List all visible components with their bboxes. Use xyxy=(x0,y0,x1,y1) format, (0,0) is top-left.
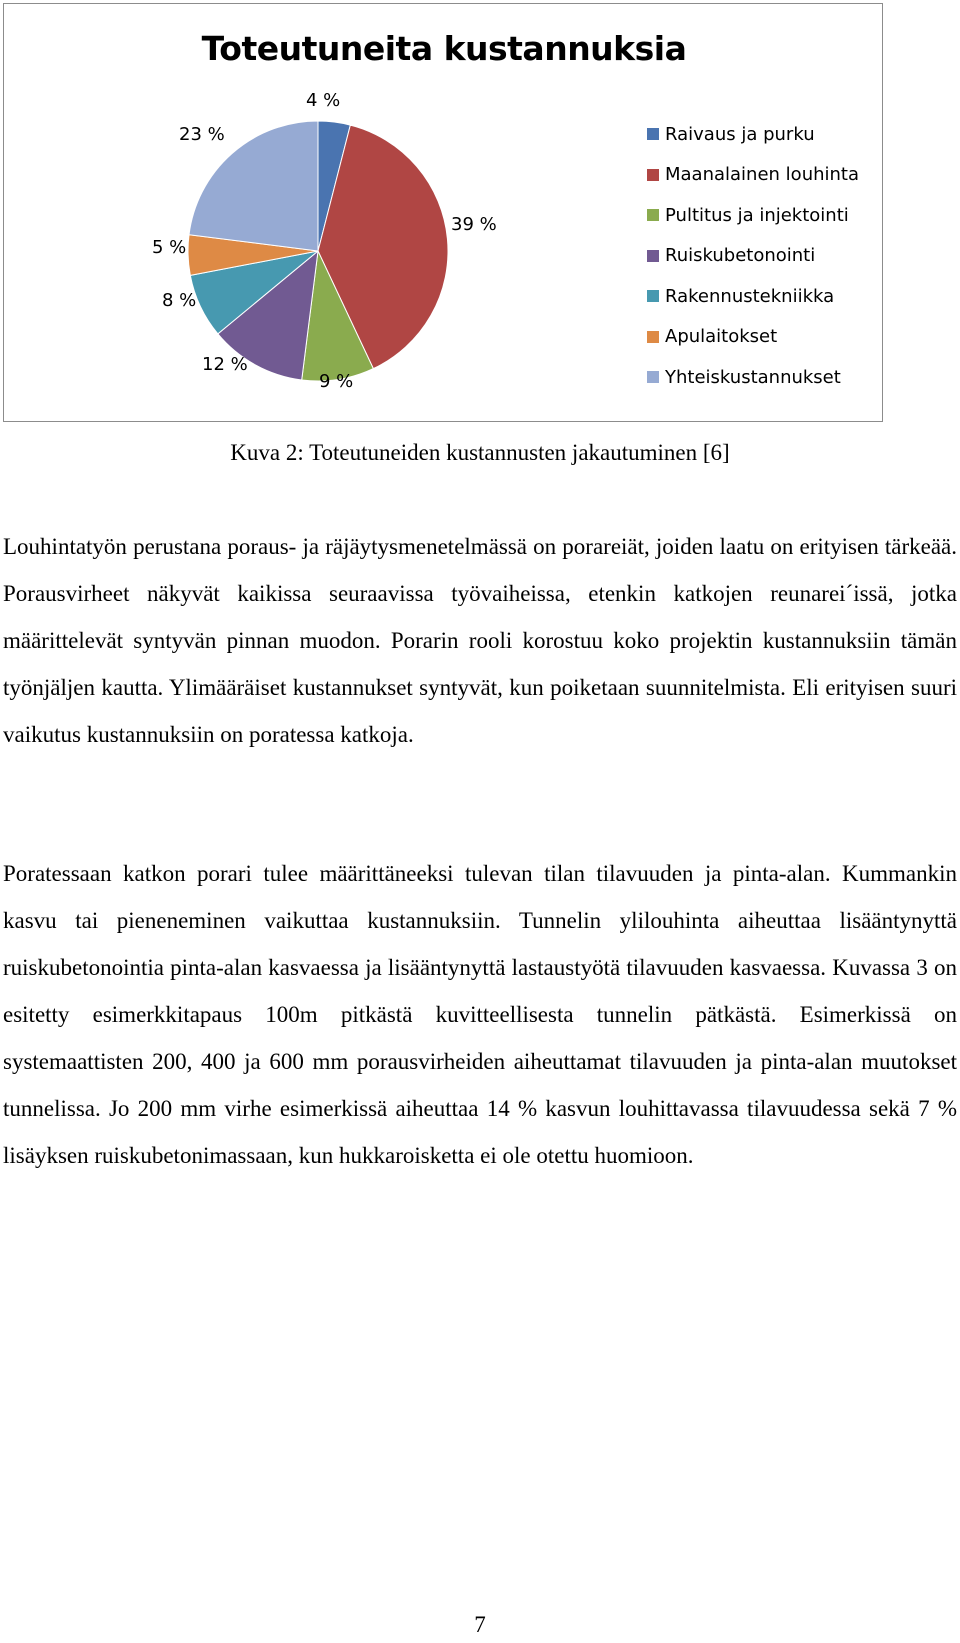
legend-swatch xyxy=(647,169,659,181)
legend-label: Yhteiskustannukset xyxy=(665,366,841,388)
pie-data-label: 8 % xyxy=(162,290,197,311)
legend-item xyxy=(647,114,859,155)
legend-item xyxy=(647,195,859,236)
chart-title: Toteutuneita kustannuksia xyxy=(201,29,687,68)
chart-legend xyxy=(647,114,859,398)
legend-label: Rakennustekniikka xyxy=(665,285,835,307)
pie-data-label: 9 % xyxy=(319,371,354,392)
pie-data-label: 4 % xyxy=(306,90,341,111)
legend-swatch xyxy=(647,290,659,302)
legend-label: Ruiskubetonointi xyxy=(665,245,816,267)
legend-swatch xyxy=(647,250,659,262)
pie-data-label: 39 % xyxy=(451,214,497,235)
pie-data-label: 12 % xyxy=(202,354,248,375)
pie-data-label: 23 % xyxy=(179,124,225,145)
legend-swatch xyxy=(647,371,659,383)
legend-item xyxy=(647,276,859,317)
figure-caption: Kuva 2: Toteutuneiden kustannusten jakautuminen [6] xyxy=(230,440,730,465)
pie-data-label: 5 % xyxy=(152,237,187,258)
legend-item xyxy=(647,155,859,196)
legend-item xyxy=(647,236,859,277)
legend-label: Raivaus ja purku xyxy=(665,123,815,145)
body-paragraph-2: Poratessaan katkon porari tulee määrittäneeksi tulevan tilan tilavuuden ja pinta-alan. Kummankin kasvu tai pieneneminen vaikuttaa kustannuksiin. Tunnelin ylilouhinta aiheuttaa lisääntynyttä ruiskubetonointia pinta-alan kasvaessa ja lisääntynyttä lastaustyötä tilavuuden kasvaessa. Kuvassa 3 on esitetty esimerkkitapaus 100m pitkästä kuvitteellisesta tunnelin pätkästä. Esimerkissä on systemaattisten 200, 400 ja 600 mm porausvirheiden aiheuttamat tilavuuden ja pinta-alan muutokset tunnelissa. Jo 200 mm virhe esimerkissä aiheuttaa 14 % kasvun louhittavassa tilavuudessa sekä 7 % lisäyksen ruiskubetonimassaan, kun hukkaroisketta ei ole otettu huomioon. xyxy=(3,861,957,1168)
legend-label: Maanalainen louhinta xyxy=(665,164,860,186)
legend-swatch xyxy=(647,209,659,221)
page-number: 7 xyxy=(474,1612,486,1637)
legend-item xyxy=(647,357,859,398)
legend-label: Pultitus ja injektointi xyxy=(665,204,849,226)
body-paragraph-1: Louhintatyön perustana poraus- ja räjäytysmenetelmässä on porareiät, joiden laatu on erityisen tärkeää. Porausvirheet näkyvät kaikissa seuraavissa työvaiheissa, etenkin katkojen reunarei´issä, jotka määrittelevät syntyvän pinnan muodon. Porarin rooli korostuu koko projektin kustannuksiin tämän työnjäljen kautta. Ylimääräiset kustannukset syntyvät, kun poiketaan suunnitelmista. Eli erityisen suuri vaikutus kustannuksiin on poratessa katkoja. xyxy=(3,534,957,747)
legend-label: Apulaitokset xyxy=(665,326,778,348)
legend-item xyxy=(647,317,859,358)
legend-swatch xyxy=(647,128,659,140)
pie-chart-frame xyxy=(3,3,883,422)
legend-swatch xyxy=(647,331,659,343)
